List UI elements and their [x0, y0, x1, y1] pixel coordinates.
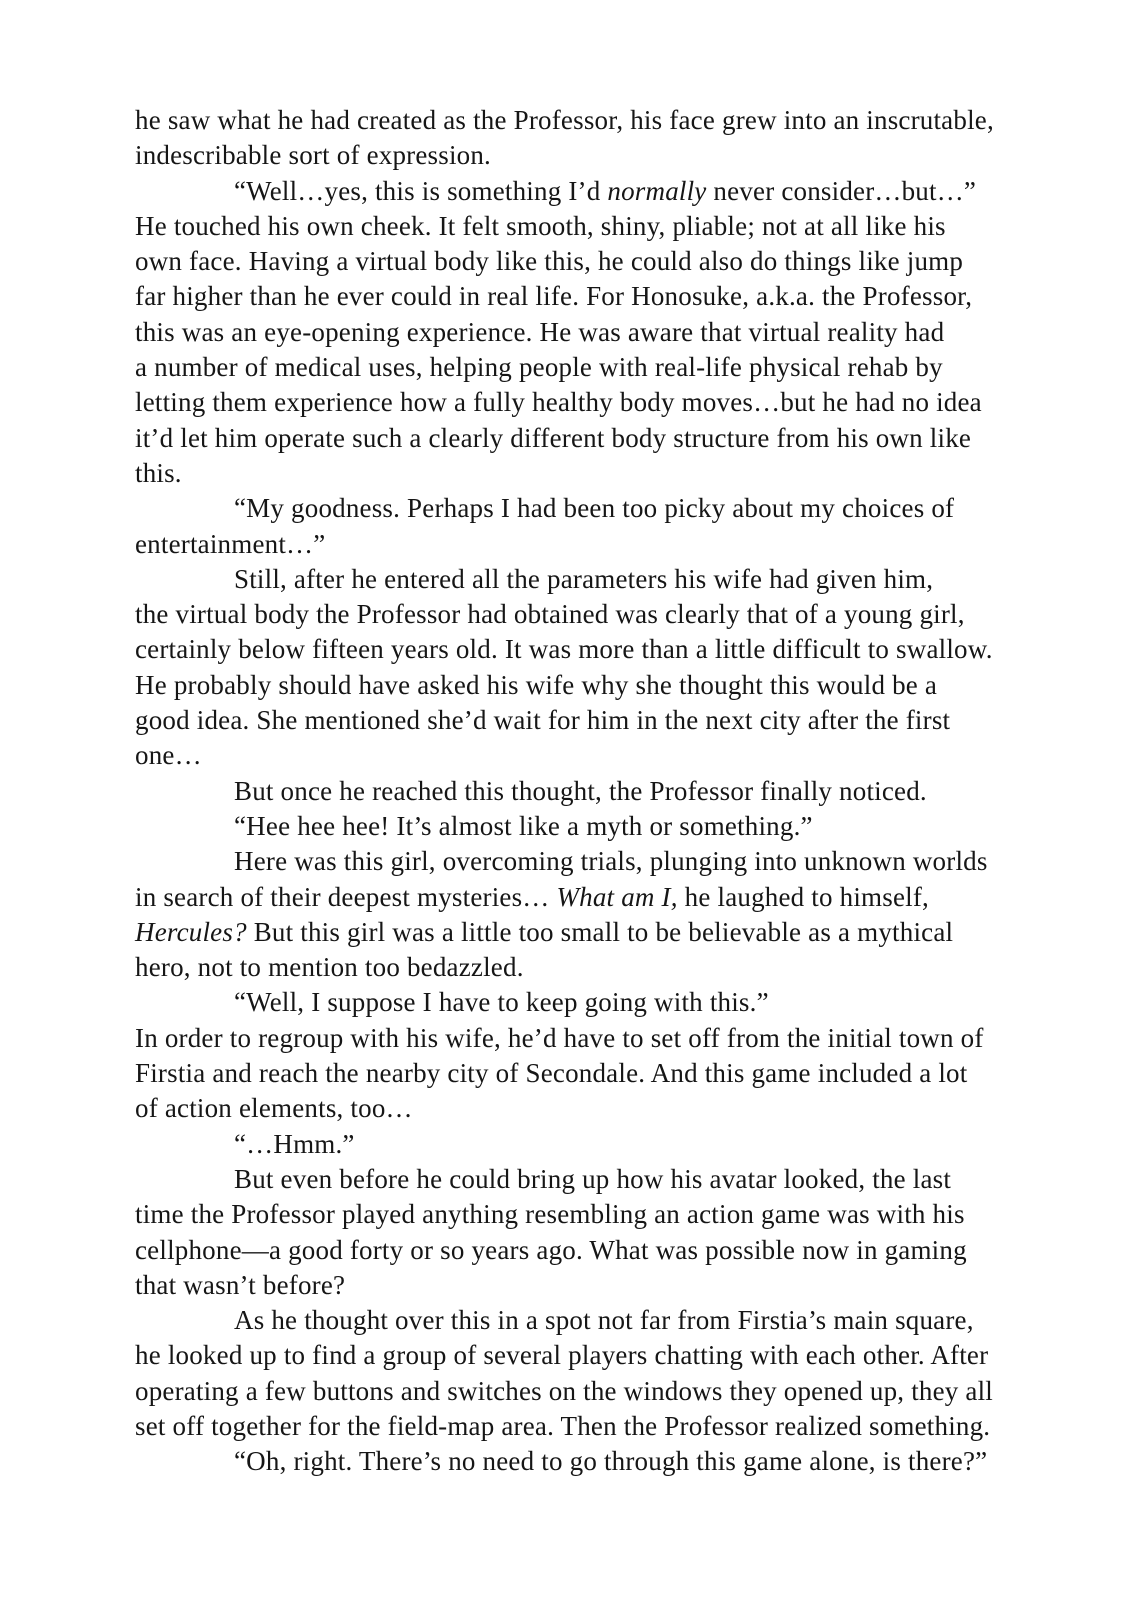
text-line — [135, 985, 1055, 1020]
text-line — [135, 950, 1055, 985]
text-segment: in search of their deepest mysteries… — [135, 881, 557, 912]
text-line — [135, 1268, 1055, 1303]
text-line — [135, 350, 1055, 385]
text-segment: he looked up to find a group of several players chatting with each other. After — [135, 1340, 989, 1371]
text-segment: But once he reached this thought, the Professor finally noticed. — [234, 775, 927, 806]
text-segment: of action elements, too… — [135, 1093, 413, 1124]
text-segment: entertainment…” — [135, 528, 326, 559]
text-line — [135, 138, 1055, 173]
text-segment: He probably should have asked his wife why she thought this would be a — [135, 669, 938, 700]
italic-text-segment: What am I, — [556, 881, 678, 912]
text-line — [135, 668, 1055, 703]
text-line — [135, 1162, 1055, 1197]
text-segment: a number of medical uses, helping people with real-life physical rehab by — [135, 352, 943, 383]
text-segment: it’d let him operate such a clearly different body structure from his own like — [135, 422, 972, 453]
text-line — [135, 1374, 1055, 1409]
text-segment: the virtual body the Professor had obtained was clearly that of a young girl, — [135, 599, 965, 630]
text-line — [135, 491, 1055, 526]
text-line — [135, 738, 1055, 773]
text-segment: “Well…yes, this is something I’d — [234, 175, 608, 206]
text-segment: “Oh, right. There’s no need to go through this game alone, is there?” — [234, 1446, 988, 1477]
text-segment: “Hee hee hee! It’s almost like a myth or something.” — [234, 810, 813, 841]
italic-text-segment: Hercules? — [135, 916, 247, 947]
text-line — [135, 385, 1055, 420]
text-segment: good idea. She mentioned she’d wait for him in the next city after the first — [135, 705, 951, 736]
text-line — [135, 279, 1055, 314]
text-segment: hero, not to mention too bedazzled. — [135, 952, 524, 983]
text-line — [135, 1444, 1055, 1479]
text-line — [135, 244, 1055, 279]
text-segment: that wasn’t before? — [135, 1269, 346, 1300]
text-segment: “Well, I suppose I have to keep going with this.” — [234, 987, 769, 1018]
text-line — [135, 1127, 1055, 1162]
text-line — [135, 1338, 1055, 1373]
text-line — [135, 703, 1055, 738]
text-segment: Still, after he entered all the parameters his wife had given him, — [234, 563, 934, 594]
text-segment: he laughed to himself, — [677, 881, 929, 912]
text-line — [135, 103, 1055, 138]
text-segment: one… — [135, 740, 202, 771]
text-line — [135, 880, 1055, 915]
text-line — [135, 774, 1055, 809]
text-segment: own face. Having a virtual body like this, he could also do things like jump — [135, 246, 964, 277]
text-segment: But this girl was a little too small to be believable as a mythical — [246, 916, 954, 947]
text-line — [135, 1021, 1055, 1056]
text-line — [135, 315, 1055, 350]
text-line — [135, 597, 1055, 632]
text-line — [135, 1233, 1055, 1268]
italic-text-segment: normally — [607, 175, 707, 206]
text-segment: indescribable sort of expression. — [135, 140, 492, 171]
text-segment: cellphone—a good forty or so years ago. What was possible now in gaming — [135, 1234, 967, 1265]
text-line — [135, 456, 1055, 491]
text-line — [135, 527, 1055, 562]
text-line — [135, 1409, 1055, 1444]
text-line — [135, 844, 1055, 879]
text-segment: In order to regroup with his wife, he’d have to set off from the initial town of — [135, 1022, 984, 1053]
text-segment: He touched his own cheek. It felt smooth, shiny, pliable; not at all like his — [135, 210, 946, 241]
text-line — [135, 421, 1055, 456]
text-segment: set off together for the field-map area. Then the Professor realized something. — [135, 1410, 991, 1441]
text-line — [135, 174, 1055, 209]
text-segment: operating a few buttons and switches on the windows they opened up, they all — [135, 1375, 994, 1406]
text-line — [135, 562, 1055, 597]
text-segment: “My goodness. Perhaps I had been too picky about my choices of — [234, 493, 955, 524]
text-segment: far higher than he ever could in real life. For Honosuke, a.k.a. the Professor, — [135, 281, 973, 312]
text-segment: As he thought over this in a spot not far from Firstia’s main square, — [234, 1305, 974, 1336]
text-line — [135, 209, 1055, 244]
text-line — [135, 1303, 1055, 1338]
text-line — [135, 809, 1055, 844]
text-line — [135, 1056, 1055, 1091]
text-segment: time the Professor played anything resembling an action game was with his — [135, 1199, 965, 1230]
text-segment: letting them experience how a fully healthy body moves…but he had no idea — [135, 387, 982, 418]
text-segment: Firstia and reach the nearby city of Secondale. And this game included a lot — [135, 1058, 968, 1089]
text-segment: “…Hmm.” — [234, 1128, 355, 1159]
text-line — [135, 632, 1055, 667]
text-segment: certainly below fifteen years old. It was more than a little difficult to swallow. — [135, 634, 993, 665]
text-segment: never consider…but…” — [706, 175, 977, 206]
text-line — [135, 915, 1055, 950]
text-segment: Here was this girl, overcoming trials, plunging into unknown worlds — [234, 846, 988, 877]
text-segment: this. — [135, 457, 182, 488]
text-line — [135, 1091, 1055, 1126]
text-segment: he saw what he had created as the Professor, his face grew into an inscrutable, — [135, 105, 994, 135]
text-segment: this was an eye-opening experience. He was aware that virtual reality had — [135, 316, 945, 347]
text-segment: But even before he could bring up how his avatar looked, the last — [234, 1163, 952, 1194]
text-line — [135, 1197, 1055, 1232]
